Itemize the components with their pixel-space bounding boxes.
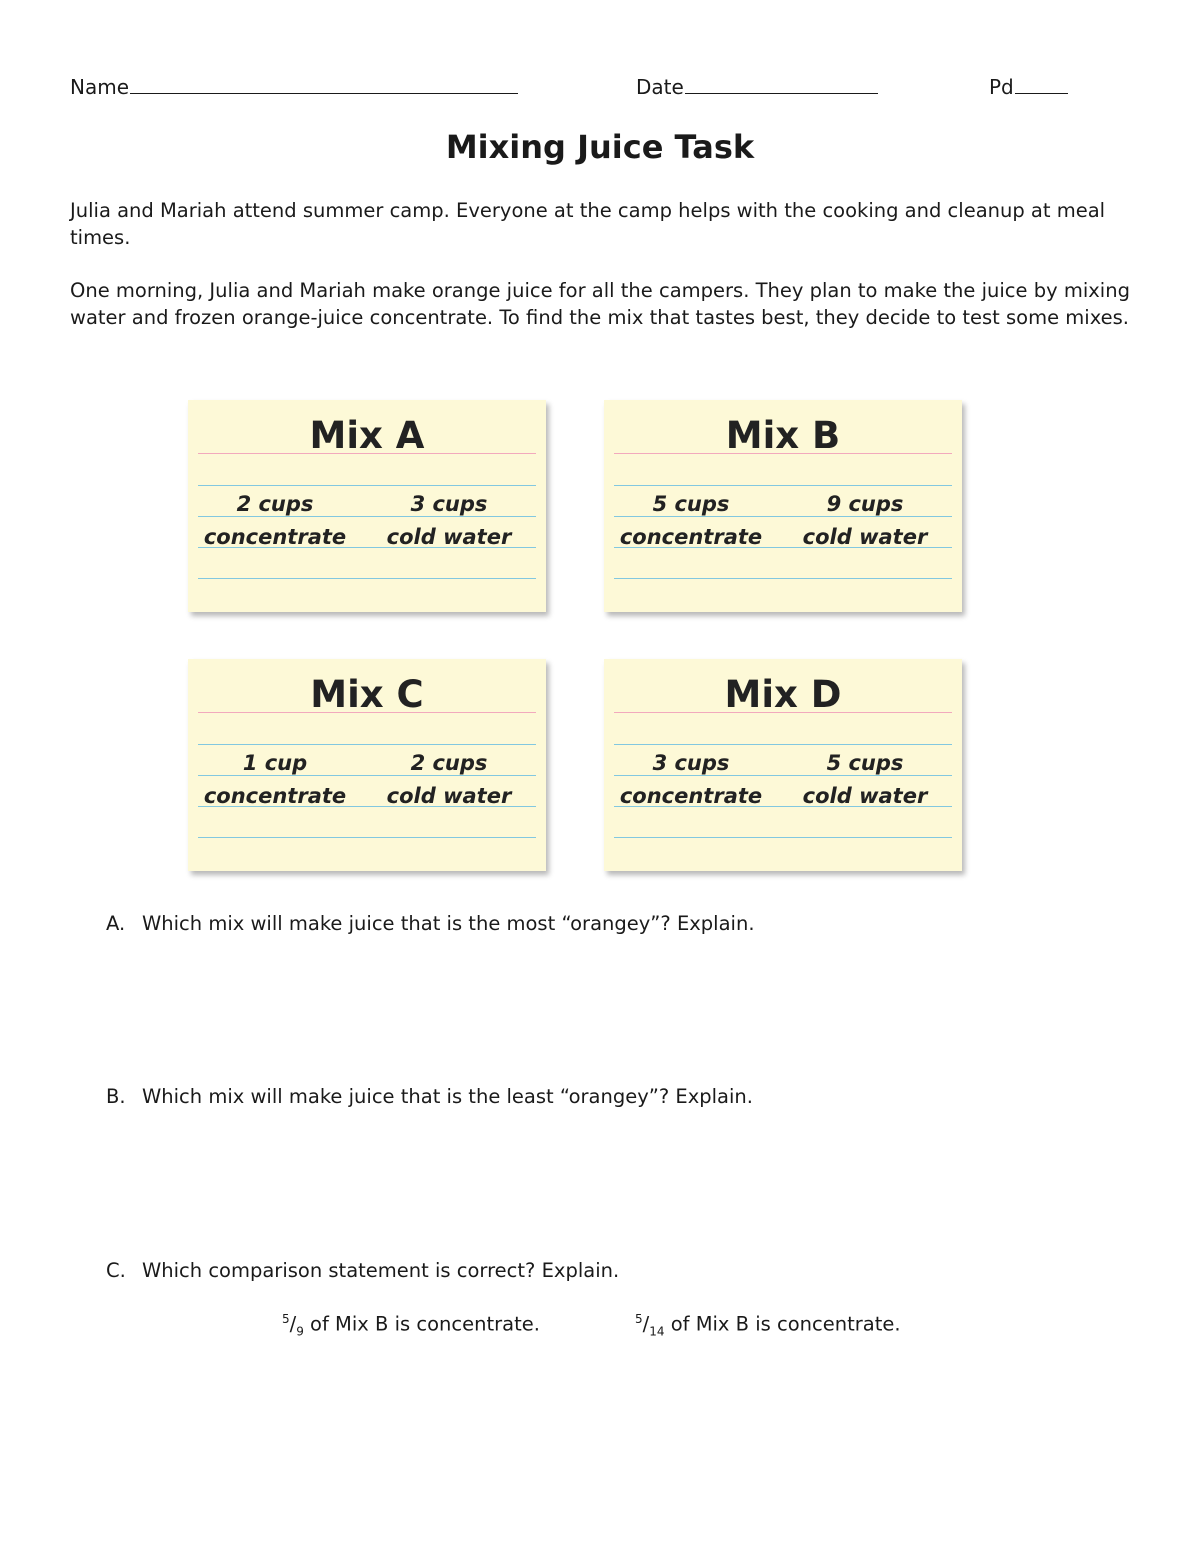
statement-1: $^5/_9$ of Mix B is concentrate. — [282, 1312, 540, 1339]
card-rule-blue — [198, 775, 536, 776]
concentrate-amount: 2 cups — [236, 492, 314, 516]
card-rule-blue — [614, 744, 952, 745]
mix-card-c — [188, 659, 546, 871]
mix-name: Mix B — [725, 414, 841, 457]
concentrate-amount: 3 cups — [652, 751, 730, 775]
question-letter: A. — [106, 912, 126, 935]
question-letter: B. — [106, 1085, 126, 1108]
question-letter: C. — [106, 1259, 126, 1282]
concentrate-label: concentrate — [203, 784, 347, 808]
concentrate-label: concentrate — [203, 525, 347, 549]
concentrate-label: concentrate — [619, 525, 763, 549]
intro-paragraph-1: Julia and Mariah attend summer camp. Everyone at the camp helps with the cooking and cleanup at meal times. — [70, 199, 1106, 249]
mix-card-d — [604, 659, 962, 871]
water-amount: 3 cups — [410, 492, 488, 516]
water-amount: 2 cups — [410, 751, 488, 775]
concentrate-amount: 5 cups — [652, 492, 730, 516]
card-rule-blue — [614, 516, 952, 517]
question-text: Which comparison statement is correct? Explain. — [142, 1259, 620, 1282]
period-label: Pd — [989, 75, 1014, 99]
concentrate-amount: 1 cup — [242, 751, 308, 775]
statement-2: $^5/_{14}$ of Mix B is concentrate. — [635, 1312, 901, 1339]
period-field — [989, 73, 1068, 99]
card-rule-blue — [614, 485, 952, 486]
statement-text: of Mix B is concentrate. — [303, 1312, 540, 1336]
card-rule-blue — [198, 744, 536, 745]
mix-card-b — [604, 400, 962, 612]
water-label: cold water — [802, 784, 928, 808]
card-rule-blue — [614, 775, 952, 776]
page-title: Mixing Juice Task — [445, 128, 755, 166]
card-rule-blue — [614, 578, 952, 579]
name-blank[interactable] — [130, 73, 518, 94]
concentrate-label: concentrate — [619, 784, 763, 808]
question-c — [106, 1259, 619, 1282]
fraction-numerator: 5 — [635, 1312, 643, 1326]
card-rule-blue — [198, 485, 536, 486]
water-label: cold water — [802, 525, 928, 549]
water-amount: 5 cups — [826, 751, 904, 775]
question-a — [106, 912, 755, 935]
period-blank[interactable] — [1015, 73, 1068, 94]
water-label: cold water — [386, 784, 512, 808]
date-label: Date — [636, 75, 684, 99]
mix-name: Mix C — [310, 673, 424, 716]
fraction-denominator: 9 — [296, 1324, 304, 1339]
question-text: Which mix will make juice that is the least “orangey”? Explain. — [142, 1085, 753, 1108]
card-rule-blue — [198, 837, 536, 838]
date-blank[interactable] — [685, 73, 878, 94]
fraction-denominator: 14 — [649, 1324, 665, 1339]
card-rule-blue — [198, 516, 536, 517]
question-text: Which mix will make juice that is the most “orangey”? Explain. — [142, 912, 755, 935]
mix-name: Mix A — [309, 414, 425, 457]
intro-paragraph-2: One morning, Julia and Mariah make orange juice for all the campers. They plan to make the juice by mixing water and frozen orange-juice concentrate. To find the mix that tastes best, they decide to test some mixes. — [70, 279, 1130, 329]
date-field — [636, 73, 878, 99]
card-rule-blue — [614, 837, 952, 838]
name-label: Name — [70, 75, 130, 99]
statement-text: of Mix B is concentrate. — [664, 1312, 901, 1336]
question-b — [106, 1085, 753, 1108]
water-label: cold water — [386, 525, 512, 549]
card-rule-blue — [198, 578, 536, 579]
water-amount: 9 cups — [826, 492, 904, 516]
mix-name: Mix D — [724, 673, 842, 716]
name-field — [70, 73, 518, 99]
mix-card-a — [188, 400, 546, 612]
fraction-numerator: 5 — [282, 1312, 290, 1326]
